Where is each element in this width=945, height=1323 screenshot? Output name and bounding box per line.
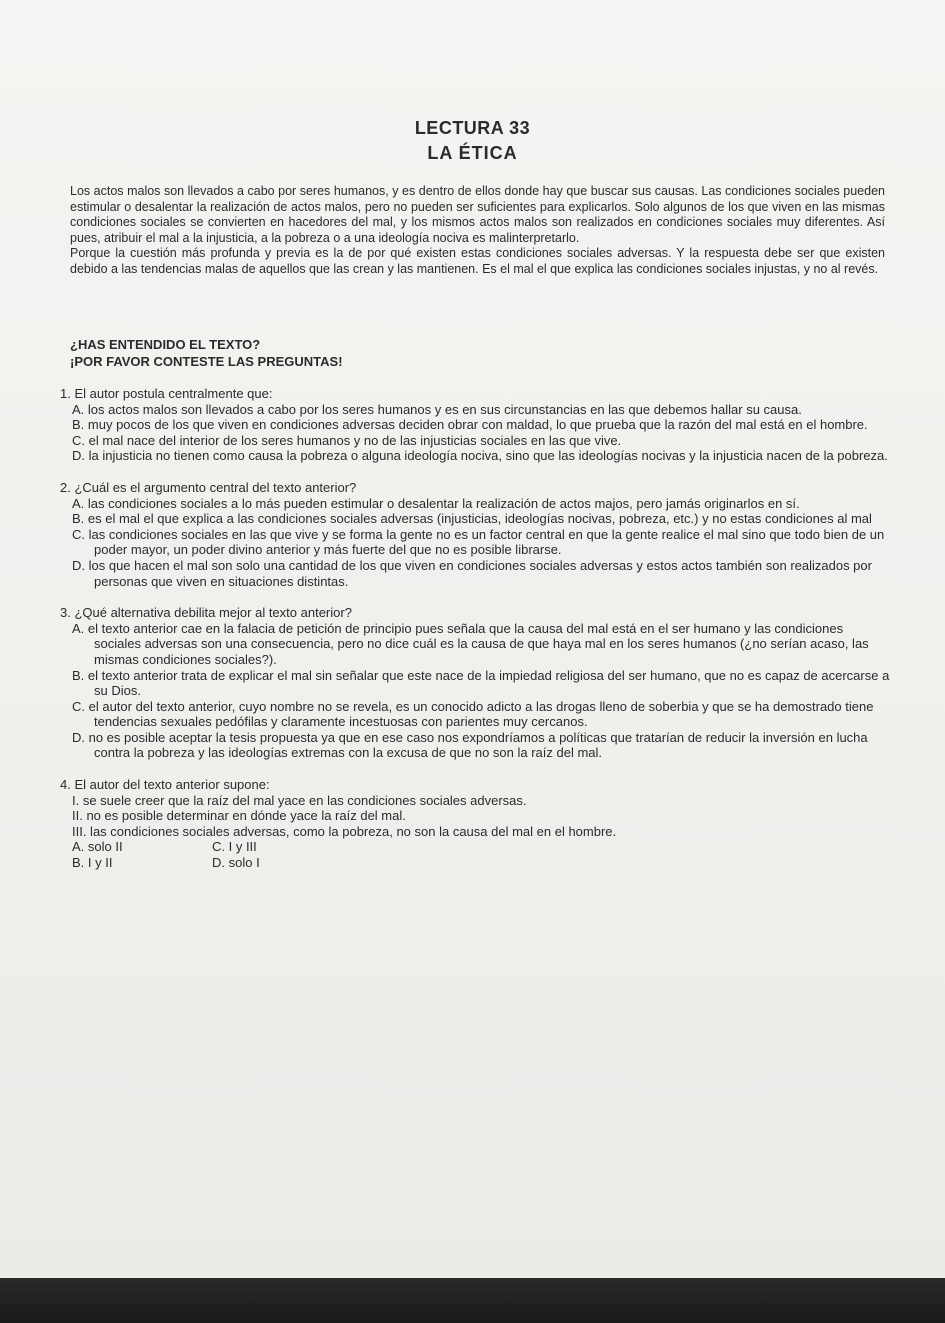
question-stem: 2. ¿Cuál es el argumento central del texto anterior?: [60, 479, 357, 495]
answer-a: A. solo II: [72, 839, 123, 855]
option-b: B. es el mal el que explica a las condiciones sociales adversas (injusticias, ideologías nocivas, pobreza, etc.) y no estas condiciones al mal: [72, 511, 872, 527]
prompt-line: ¿HAS ENTENDIDO EL TEXTO?: [70, 337, 261, 352]
reading-title: LA ÉTICA: [427, 143, 518, 163]
reading-text: [70, 184, 885, 277]
question-3: [60, 605, 892, 761]
question-1: [60, 386, 892, 464]
reading-paragraph: Porque la cuestión más profunda y previa es la de por qué existen estas condiciones sociales adversas. Y la respuesta debe ser que existen debido a las tendencias malas de aquellos que las crean y las mantienen. Es el mal el que explica las condiciones sociales injustas, y no al revés.: [70, 246, 885, 276]
option-b: B. muy pocos de los que viven en condiciones adversas deciden obrar con maldad, lo que prueba que la razón del mal está en el hombre.: [72, 417, 868, 433]
question-2: [60, 480, 892, 589]
instruction-prompt: [70, 336, 885, 370]
answer-c: C. I y III: [212, 839, 257, 855]
option-c: C. las condiciones sociales en las que vive y se forma la gente no es un factor central en que la gente realice el mal sino que todo bien de un poder mayor, un poder divino anterior y más fuerte del que no es posible librarse.: [72, 526, 885, 558]
option-a: A. las condiciones sociales a lo más pueden estimular o desalentar la realización de actos majos, pero jamás originarlos en sí.: [72, 495, 800, 511]
reading-paragraph: Los actos malos son llevados a cabo por seres humanos, y es dentro de ellos donde hay que buscar sus causas. Las condiciones sociales pueden estimular o desalentar la realización de actos malos, pero no pueden ser suficientes para explicarlos. Solo algunos de los que viven en las mismas condiciones sociales se convierten en hacedores del mal, y los mismos actos malos son realizados en condiciones sociales muy diferentes. Así pues, atribuir el mal a la injusticia, a la pobreza o a una ideología nociva es malinterpretarlo.: [70, 184, 885, 245]
statement-ii: II. no es posible determinar en dónde yace la raíz del mal.: [72, 808, 406, 824]
prompt-line: ¡POR FAVOR CONTESTE LAS PREGUNTAS!: [70, 354, 343, 369]
option-c: C. el mal nace del interior de los seres humanos y no de las injusticias sociales en las que vive.: [72, 432, 622, 448]
question-stem: 4. El autor del texto anterior supone:: [60, 777, 270, 793]
answer-d: D. solo I: [212, 855, 260, 871]
reading-number-title: LECTURA 33: [414, 118, 531, 138]
question-list: [60, 386, 892, 887]
statement-i: I. se suele creer que la raíz del mal yace en las condiciones sociales adversas.: [72, 792, 527, 808]
answer-choices: [60, 839, 892, 870]
question-4: [60, 777, 892, 871]
option-b: B. el texto anterior trata de explicar el mal sin señalar que este nace de la impiedad religiosa del ser humano, que no es capaz de acercarse a su Dios.: [72, 667, 890, 699]
statement-iii: III. las condiciones sociales adversas, como la pobreza, no son la causa del mal en el hombre.: [72, 823, 617, 839]
option-c: C. el autor del texto anterior, cuyo nombre no se revela, es un conocido adicto a las drogas lleno de soberbia y que se ha demostrado tiene tendencias sexuales pedófilas y claramente incestuosas con parientes muy cercanos.: [72, 698, 874, 730]
option-d: D. los que hacen el mal son solo una cantidad de los que viven en condiciones sociales adversas y estos actos también son realizados por personas que viven en situaciones distintas.: [72, 557, 872, 589]
option-a: A. el texto anterior cae en la falacia de petición de principio pues señala que la causa del mal está en el ser humano y las condiciones sociales adversas son una consecuencia, pero no dice cuál es la causa de que haya mal en los seres humanos (¿no serían acaso, las mismas condiciones sociales?).: [72, 620, 869, 667]
answer-b: B. I y II: [72, 855, 113, 871]
option-d: D. la injusticia no tienen como causa la pobreza o alguna ideología nociva, sino que las ideologías nocivas y la injusticia nacen de la pobreza.: [72, 448, 888, 464]
question-stem: 3. ¿Qué alternativa debilita mejor al texto anterior?: [60, 605, 352, 621]
title-block: [0, 116, 945, 166]
dark-background-edge: [0, 1278, 945, 1323]
option-d: D. no es posible aceptar la tesis propuesta ya que en ese caso nos expondríamos a políticas que tratarían de reducir la inversión en lucha contra la pobreza y las ideologías extremas con la excusa de que no son la raíz del mal.: [72, 729, 868, 761]
question-stem: 1. El autor postula centralmente que:: [60, 386, 273, 401]
option-a: A. los actos malos son llevados a cabo por los seres humanos y es en sus circunstancias en las que debemos hallar su causa.: [72, 401, 802, 417]
